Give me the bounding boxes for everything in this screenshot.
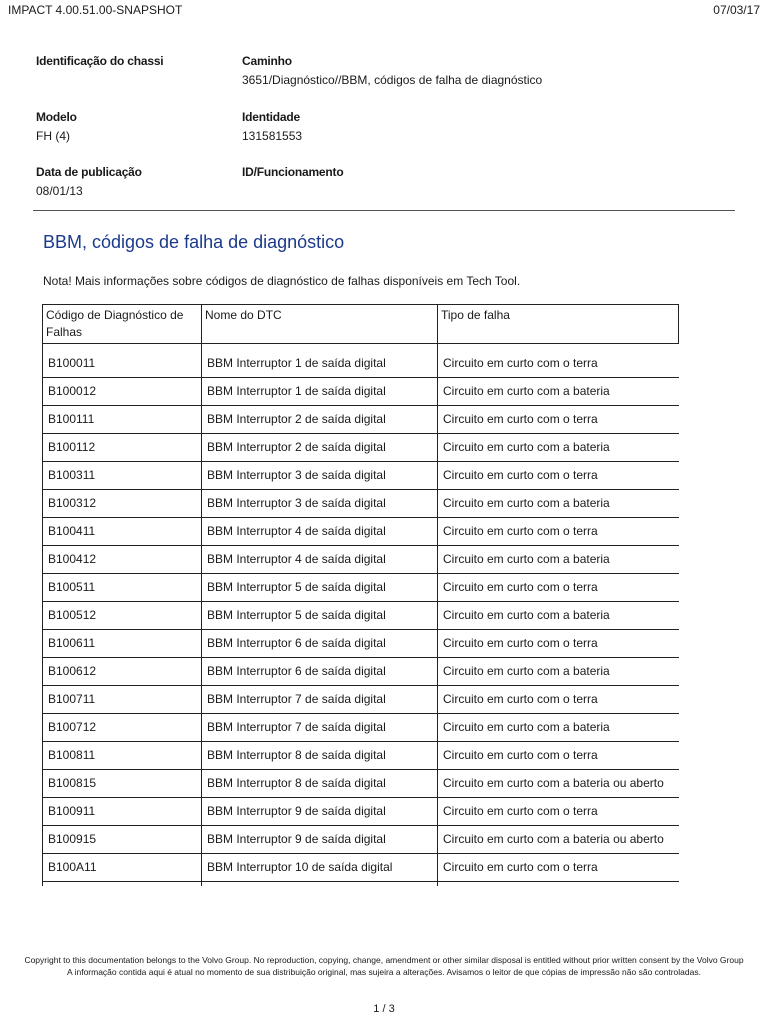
table-row xyxy=(43,826,679,854)
dtc-code-cell: B100311 xyxy=(43,462,202,490)
table-row xyxy=(43,490,679,518)
app-version: IMPACT 4.00.51.00-SNAPSHOT xyxy=(8,3,183,17)
dtc-name-cell: BBM Interruptor 2 de saída digital xyxy=(202,406,438,434)
fault-type-cell: Circuito em curto com a bateria xyxy=(438,434,679,462)
dtc-code-cell: B100811 xyxy=(43,742,202,770)
table-row xyxy=(43,602,679,630)
dtc-name-cell: BBM Interruptor 10 de saída digital xyxy=(202,854,438,882)
identity-label: Identidade xyxy=(242,110,301,124)
identity-value: 131581553 xyxy=(242,129,303,143)
table-row xyxy=(43,462,679,490)
fault-type-cell: Circuito em curto com a bateria xyxy=(438,546,679,574)
chassis-id-label: Identificação do chassi xyxy=(36,54,164,68)
dtc-code-cell: B100312 xyxy=(43,490,202,518)
table-row xyxy=(43,658,679,686)
table-row xyxy=(43,714,679,742)
model-value: FH (4) xyxy=(36,129,70,143)
document-title: BBM, códigos de falha de diagnóstico xyxy=(43,232,345,252)
table-row xyxy=(43,742,679,770)
dtc-code-cell: B100012 xyxy=(43,378,202,406)
table-row xyxy=(43,350,679,378)
table-row xyxy=(43,546,679,574)
table-row xyxy=(43,854,679,882)
table-row xyxy=(43,686,679,714)
dtc-table xyxy=(42,304,679,886)
dtc-code-cell: B100712 xyxy=(43,714,202,742)
dtc-code-cell: B100511 xyxy=(43,574,202,602)
fault-type-cell: Circuito em curto com o terra xyxy=(438,854,679,882)
publication-date-field xyxy=(36,165,142,198)
function-id-field xyxy=(242,165,343,179)
dtc-code-cell: B100011 xyxy=(43,350,202,378)
chassis-id-field xyxy=(36,54,163,68)
publication-date-label: Data de publicação xyxy=(36,165,142,179)
dtc-name-cell: BBM Interruptor 8 de saída digital xyxy=(202,770,438,798)
dtc-code-cell: B100711 xyxy=(43,686,202,714)
identity-field xyxy=(242,110,302,143)
dtc-code-cell: B100411 xyxy=(43,518,202,546)
dtc-name-cell: BBM Interruptor 9 de saída digital xyxy=(202,798,438,826)
dtc-code-cell: B100915 xyxy=(43,826,202,854)
column-header-name: Nome do DTC xyxy=(202,305,438,344)
fault-type-cell: Circuito em curto com o terra xyxy=(438,406,679,434)
print-date: 07/03/17 xyxy=(713,3,760,17)
dtc-name-cell: BBM Interruptor 6 de saída digital xyxy=(202,630,438,658)
fault-type-cell: Circuito em curto com a bateria ou aberto xyxy=(438,826,679,854)
column-header-code: Código de Diagnóstico de Falhas xyxy=(43,305,202,344)
column-header-fault-type: Tipo de falha xyxy=(438,305,679,344)
path-label: Caminho xyxy=(242,54,292,68)
fault-type-cell: Circuito em curto com a bateria xyxy=(438,490,679,518)
model-label: Modelo xyxy=(36,110,77,124)
fault-type-cell: Circuito em curto com o terra xyxy=(438,350,679,378)
dtc-name-cell: BBM Interruptor 1 de saída digital xyxy=(202,378,438,406)
dtc-code-cell: B100111 xyxy=(43,406,202,434)
fault-type-cell: Circuito em curto com a bateria xyxy=(438,714,679,742)
dtc-name-cell: BBM Interruptor 7 de saída digital xyxy=(202,714,438,742)
fault-type-cell: Circuito em curto com a bateria xyxy=(438,658,679,686)
dtc-name-cell: BBM Interruptor 3 de saída digital xyxy=(202,462,438,490)
model-field xyxy=(36,110,77,143)
dtc-name-cell: BBM Interruptor 5 de saída digital xyxy=(202,602,438,630)
dtc-code-cell: B100611 xyxy=(43,630,202,658)
table-row xyxy=(43,770,679,798)
table-row xyxy=(43,798,679,826)
fault-type-cell: Circuito em curto com o terra xyxy=(438,518,679,546)
dtc-name-cell: BBM Interruptor 4 de saída digital xyxy=(202,546,438,574)
table-row xyxy=(43,518,679,546)
dtc-name-cell: BBM Interruptor 6 de saída digital xyxy=(202,658,438,686)
copyright-notice: Copyright to this documentation belongs to the Volvo Group. No reproduction, copying, change, amendment or other similar disposal is entitled without prior written consent by the Volvo Group xyxy=(24,955,744,965)
table-row xyxy=(43,574,679,602)
dtc-code-cell: B100911 xyxy=(43,798,202,826)
dtc-name-cell: BBM Interruptor 8 de saída digital xyxy=(202,742,438,770)
path-field xyxy=(242,54,542,87)
dtc-name-cell: BBM Interruptor 9 de saída digital xyxy=(202,826,438,854)
table-header-row xyxy=(43,305,679,344)
fault-type-cell: Circuito em curto com o terra xyxy=(438,798,679,826)
table-continuation xyxy=(43,882,679,887)
fault-type-cell: Circuito em curto com a bateria xyxy=(438,378,679,406)
fault-type-cell: Circuito em curto com o terra xyxy=(438,630,679,658)
fault-type-cell: Circuito em curto com o terra xyxy=(438,574,679,602)
fault-type-cell: Circuito em curto com o terra xyxy=(438,462,679,490)
dtc-code-cell: B100A11 xyxy=(43,854,202,882)
table-row xyxy=(43,630,679,658)
function-id-label: ID/Funcionamento xyxy=(242,165,344,179)
fault-type-cell: Circuito em curto com o terra xyxy=(438,686,679,714)
fault-type-cell: Circuito em curto com a bateria xyxy=(438,602,679,630)
dtc-code-cell: B100412 xyxy=(43,546,202,574)
note-text: Nota! Mais informações sobre códigos de diagnóstico de falhas disponíveis em Tech Tool. xyxy=(43,274,521,288)
page-footer xyxy=(20,954,748,978)
dtc-name-cell: BBM Interruptor 5 de saída digital xyxy=(202,574,438,602)
table-body xyxy=(43,344,679,887)
dtc-code-cell: B100815 xyxy=(43,770,202,798)
header-divider xyxy=(33,210,735,211)
dtc-code-cell: B100112 xyxy=(43,434,202,462)
fault-type-cell: Circuito em curto com o terra xyxy=(438,742,679,770)
dtc-code-cell: B100612 xyxy=(43,658,202,686)
table-row xyxy=(43,406,679,434)
dtc-name-cell: BBM Interruptor 3 de saída digital xyxy=(202,490,438,518)
dtc-code-cell: B100512 xyxy=(43,602,202,630)
table-row xyxy=(43,434,679,462)
dtc-name-cell: BBM Interruptor 7 de saída digital xyxy=(202,686,438,714)
dtc-name-cell: BBM Interruptor 4 de saída digital xyxy=(202,518,438,546)
dtc-name-cell: BBM Interruptor 1 de saída digital xyxy=(202,350,438,378)
table-row xyxy=(43,378,679,406)
publication-date-value: 08/01/13 xyxy=(36,184,83,198)
fault-type-cell: Circuito em curto com a bateria ou aberto xyxy=(438,770,679,798)
dtc-name-cell: BBM Interruptor 2 de saída digital xyxy=(202,434,438,462)
disclaimer-notice: A informação contida aqui é atual no momento de sua distribuição original, mas sujeira a alterações. Avisamos o leitor de que cópias de impressão não são controladas. xyxy=(67,967,701,977)
path-value: 3651/Diagnóstico//BBM, códigos de falha de diagnóstico xyxy=(242,73,543,87)
page-number: 1 / 3 xyxy=(373,1003,395,1015)
